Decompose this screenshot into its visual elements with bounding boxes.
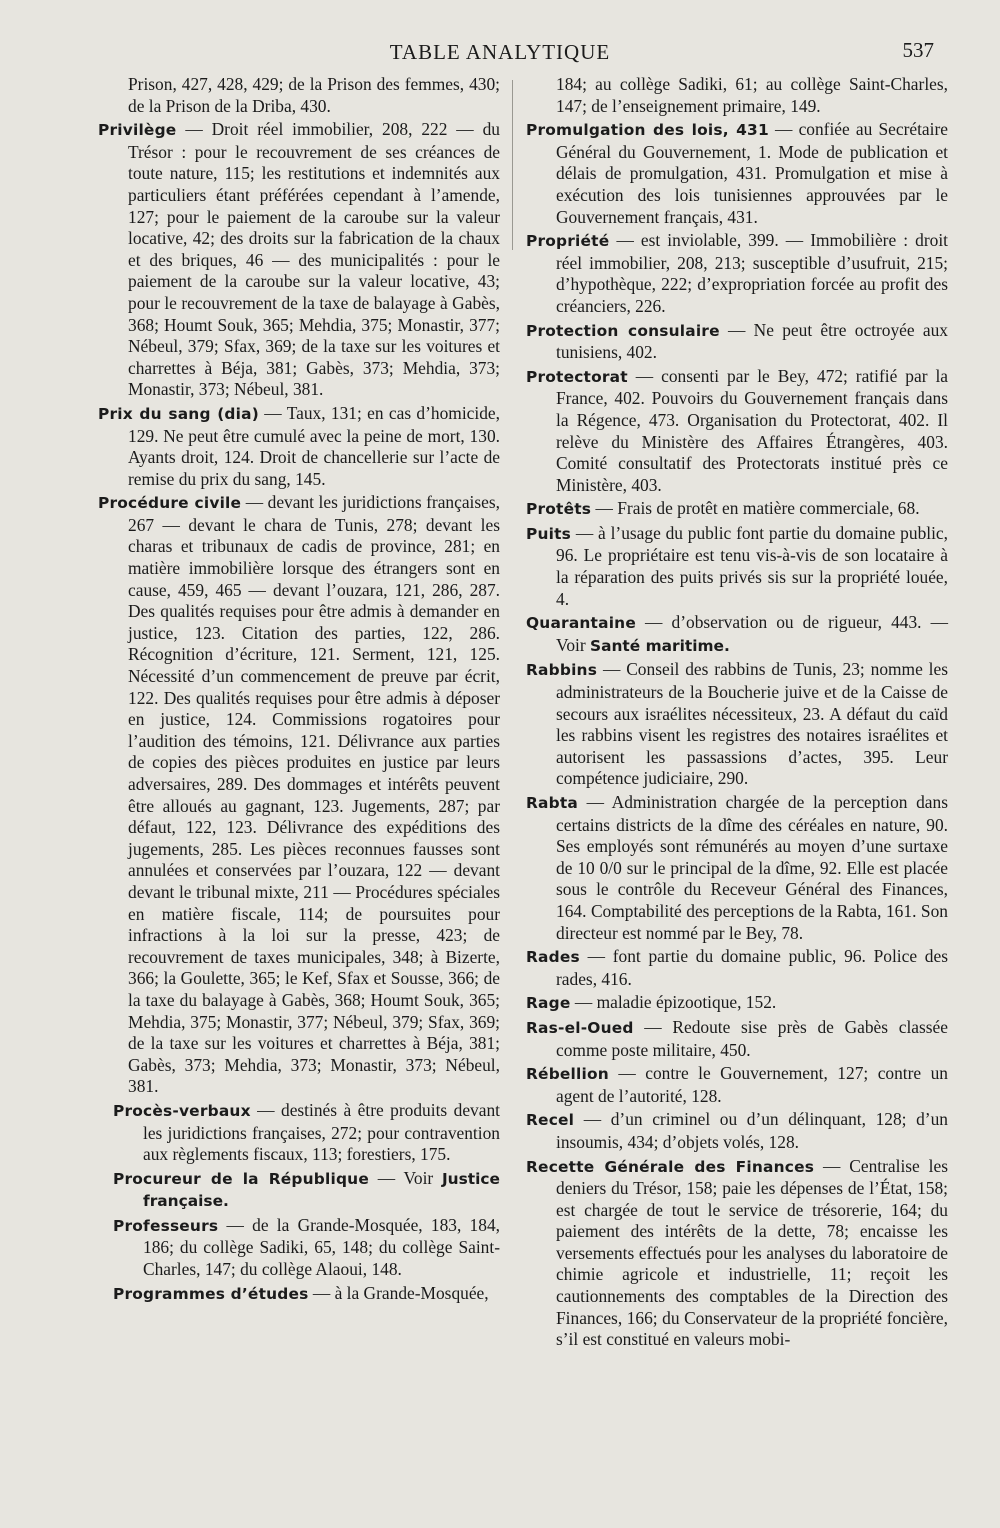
entry-text: — à la Grande-Mosquée, [308,1282,489,1303]
entry-heading: Protection consulaire [526,321,720,340]
entry-text: — Frais de protêt en matière commerciale, 68. [591,498,920,519]
entry-text: — de la Grande-Mosquée, 183, 184, 186; du collège Sadiki, 65, 148; du collège Saint-Charles, 147; du collège Alaoui, 148. [143,1214,500,1280]
entry-text: — font partie du domaine public, 96. Police des rades, 416. [556,946,948,989]
entry-heading: Quarantaine [526,614,636,633]
entry-text: — contre le Gouvernement, 127; contre un agent de l’autorité, 128. [556,1063,948,1106]
entry-heading: Rage [526,994,571,1013]
index-entry [526,992,948,1015]
index-entry [526,119,948,228]
entry-text: 184; au collège Sadiki, 61; au collège Saint-Charles, 147; de l’enseignement primaire, 149. [556,74,948,116]
entry-text: — Redoute sise près de Gabès classée comme poste militaire, 450. [556,1016,948,1060]
entry-text: — d’observation ou de rigueur, 443. — Voir [556,612,948,655]
entry-heading: Protectorat [526,367,628,386]
entry-heading: Protêts [526,500,592,519]
index-entry [526,523,948,610]
entry-text: — Conseil des rabbins de Tunis, 23; nomme les administrateurs de la Boucherie juive et de la Caisse de secours aux israélites nécessiteux, 23. A défaut du caïd les rabbins visent les registres des notaires israélites et autorisent les passassions d’actes, 395. Leur compétence judiciaire, 290. [556,659,948,789]
entry-heading: Rébellion [526,1065,609,1084]
left-column [98,74,500,1307]
entry-text: — d’un criminel ou d’un délinquant, 128; d’un insoumis, 434; d’objets volés, 128. [556,1109,948,1152]
entry-heading: Prix du sang (dia) [98,404,259,423]
entry-cross-reference: Santé maritime. [589,636,730,655]
index-entry [526,946,948,990]
right-column [526,74,948,1353]
index-entry-continuation [98,74,500,117]
entry-text: — Centralise les deniers du Trésor, 158; paie les dépenses de l’État, 158; est chargée de tout le service de trésorerie, 164; du paiement des intérêts de la dette, 78; encaisse les versements effectués pour les analyses du laboratoire de chimie agricole et industrielle, 11; reçoit les cautionnements des comptables de la Direction des Finances, 166; du Conservateur de la propriété foncière, s’il est constitué en valeurs mobi- [556,1155,948,1350]
entry-text: Prison, 427, 428, 429; de la Prison des femmes, 430; de la Prison de la Driba, 430. [128,74,500,116]
entry-text: — Droit réel immobilier, 208, 222 — du Trésor : pour le recouvrement de ses créances de toute nature, 115; les restitutions et indemnités aux particuliers étant préférées cependant à l’amende, 127; pour le paiement de la caroube sur la valeur locative, 42; des droits sur la fabrication de la chaux et des briques, 46 — des municipalités : pour le paiement de la caroube sur la valeur locative, 43; pour le recouvrement de la taxe de balayage à Gabès, 368; Houmt Souk, 365; Mehdia, 375; Monastir, 377; Nébeul, 379; Sfax, 369; de la taxe sur les voitures et charrettes à Béja, 381; Gabès, 373; Mehdia, 373; Monastir, 373; Nébeul, 381. [128,119,500,400]
index-entry [526,366,948,497]
entry-heading: Privilège [98,121,177,140]
entry-text: — est inviolable, 399. — Immobilière : droit réel immobilier, 208, 213; susceptible d’usufruit, 215; d’hypothèque, 222; d’expropriation forcée au profit des créanciers, 226. [556,230,948,316]
entry-text: — destinés à être produits devant les juridictions françaises, 272; pour contravention aux règlements fiscaux, 113; forestiers, 175. [143,1099,500,1165]
entry-heading: Procureur de la République [113,1169,369,1188]
entry-heading: Professeurs [113,1216,219,1235]
index-entry [98,1168,500,1213]
page-number: 537 [902,38,934,62]
entry-heading: Recette Générale des Finances [526,1157,815,1176]
entry-heading: Ras-el-Oued [526,1018,634,1037]
entry-heading: Recel [526,1111,575,1130]
index-entry [526,1063,948,1107]
page-header [0,38,1000,72]
index-entry [526,1017,948,1061]
index-entry [526,1156,948,1351]
entry-text: — Administration chargée de la perception dans certains districts de la dîme des céréales en nature, 90. Ses employés sont rémunérés au moyen d’une surtaxe de 10 0/0 sur le principal de la dîme, 92. Elle est placée sous le contrôle du Receveur Général des Finances, 164. Comptabilité des perceptions de la Rabta, 161. Son directeur est nommé par le Bey, 78. [556,792,948,943]
entry-heading: Programmes d’études [113,1284,309,1303]
index-entry [98,1215,500,1281]
entry-text: — Taux, 131; en cas d’homicide, 129. Ne peut être cumulé avec la peine de mort, 130. Ayants droit, 124. Droit de chancellerie sur l’acte de remise du prix du sang, 145. [128,402,500,489]
running-title: TABLE ANALYTIQUE [389,40,611,64]
index-entry [526,612,948,657]
entry-heading: Rabta [526,794,578,812]
entry-text: — devant les juridictions françaises, 267 — devant le chara de Tunis, 278; devant les charas et tribunaux de cadis de province, 281; en matière immobilière lorsque des étrangers sont en cause, 459, 465 — devant l’ouzara, 121, 286, 287. Des qualités requises pour être admis à demander en justice, 123. Citation des parties, 122, 286. Récognition d’écriture, 121. Serment, 121, 125. Nécessité d’un commencement de preuve par écrit, 122. Des qualités requises pour être admis à déposer en justice, 124. Commissions rogatoires pour l’audition des témoins, 121. Délivrance aux parties de copies des pièces produites en justice par leurs adversaires, 289. Des dommages et intérêts peuvent être alloués au gagnant, 123. Jugements, 287; par défaut, 122, 123. Délivrance des expéditions des jugements, 285. Les pièces reconnues fausses sont annulées et conservées par l’ouzara, 122 — devant devant le tribunal mixte, 211 — Procédures spéciales en matière fiscale, 114; de poursuites pour infractions à la loi sur la presse, 423; de recouvrement de taxes municipales, 348; à Bizerte, 366; la Goulette, 365; le Kef, Sfax et Sousse, 366; de la taxe du balayage à Gabès, 368; Houmt Souk, 365; Mehdia, 375; Monastir, 377; Nébeul, 379; Sfax, 369; de la taxe sur les voitures et charrettes à Béja, 381; Gabès, 373; Mehdia, 373; Monastir, 373; Nébeul, 381. [128,492,500,1097]
entry-heading: Rades [526,948,580,967]
entry-text: — consenti par le Bey, 472; ratifié par la France, 402. Pouvoirs du Gouvernement français dans la Régence, 473. Organisation du Protectorat, 402. Il relève du Ministère des Affaires Étrangères, 403. Comité consultatif des Protectorats institué près ce Ministère, 403. [556,365,948,495]
index-entry [98,403,500,490]
column-divider [512,80,513,250]
index-entry [526,498,948,521]
index-entry [98,1283,500,1306]
entry-cross-reference: Justice française. [143,1169,500,1211]
entry-heading: Propriété [526,232,610,251]
entry-heading: Procès-verbaux [113,1101,251,1120]
entry-heading: Promulgation des lois, 431 [526,121,769,140]
entry-heading: Puits [526,524,572,543]
entry-heading: Rabbins [526,661,598,680]
entry-heading: Procédure civile [98,494,242,513]
index-entry [98,119,500,401]
index-entry [526,320,948,364]
index-entry [98,1100,500,1166]
index-entry [526,230,948,317]
entry-text: — Ne peut être octroyée aux tunisiens, 402. [556,319,948,363]
entry-text: — confiée au Secrétaire Général du Gouvernement, 1. Mode de publication et délais de promulgation, 431. Promulgation et mise à exécution des lois tunisiennes approuvées par le Gouvernement français, 431. [556,119,948,227]
index-entry [526,792,948,944]
entry-text: — Voir [368,1167,442,1188]
entry-text: — à l’usage du public font partie du domaine public, 96. Le propriétaire est tenu vis-à-vis de son locataire à la réparation des puits privés sis sur la propriété louée, 4. [556,522,948,609]
index-entry [526,659,948,790]
index-entry-continuation [526,74,948,117]
entry-text: — maladie épizootique, 152. [570,992,777,1013]
index-entry [98,492,500,1098]
index-entry [526,1109,948,1153]
